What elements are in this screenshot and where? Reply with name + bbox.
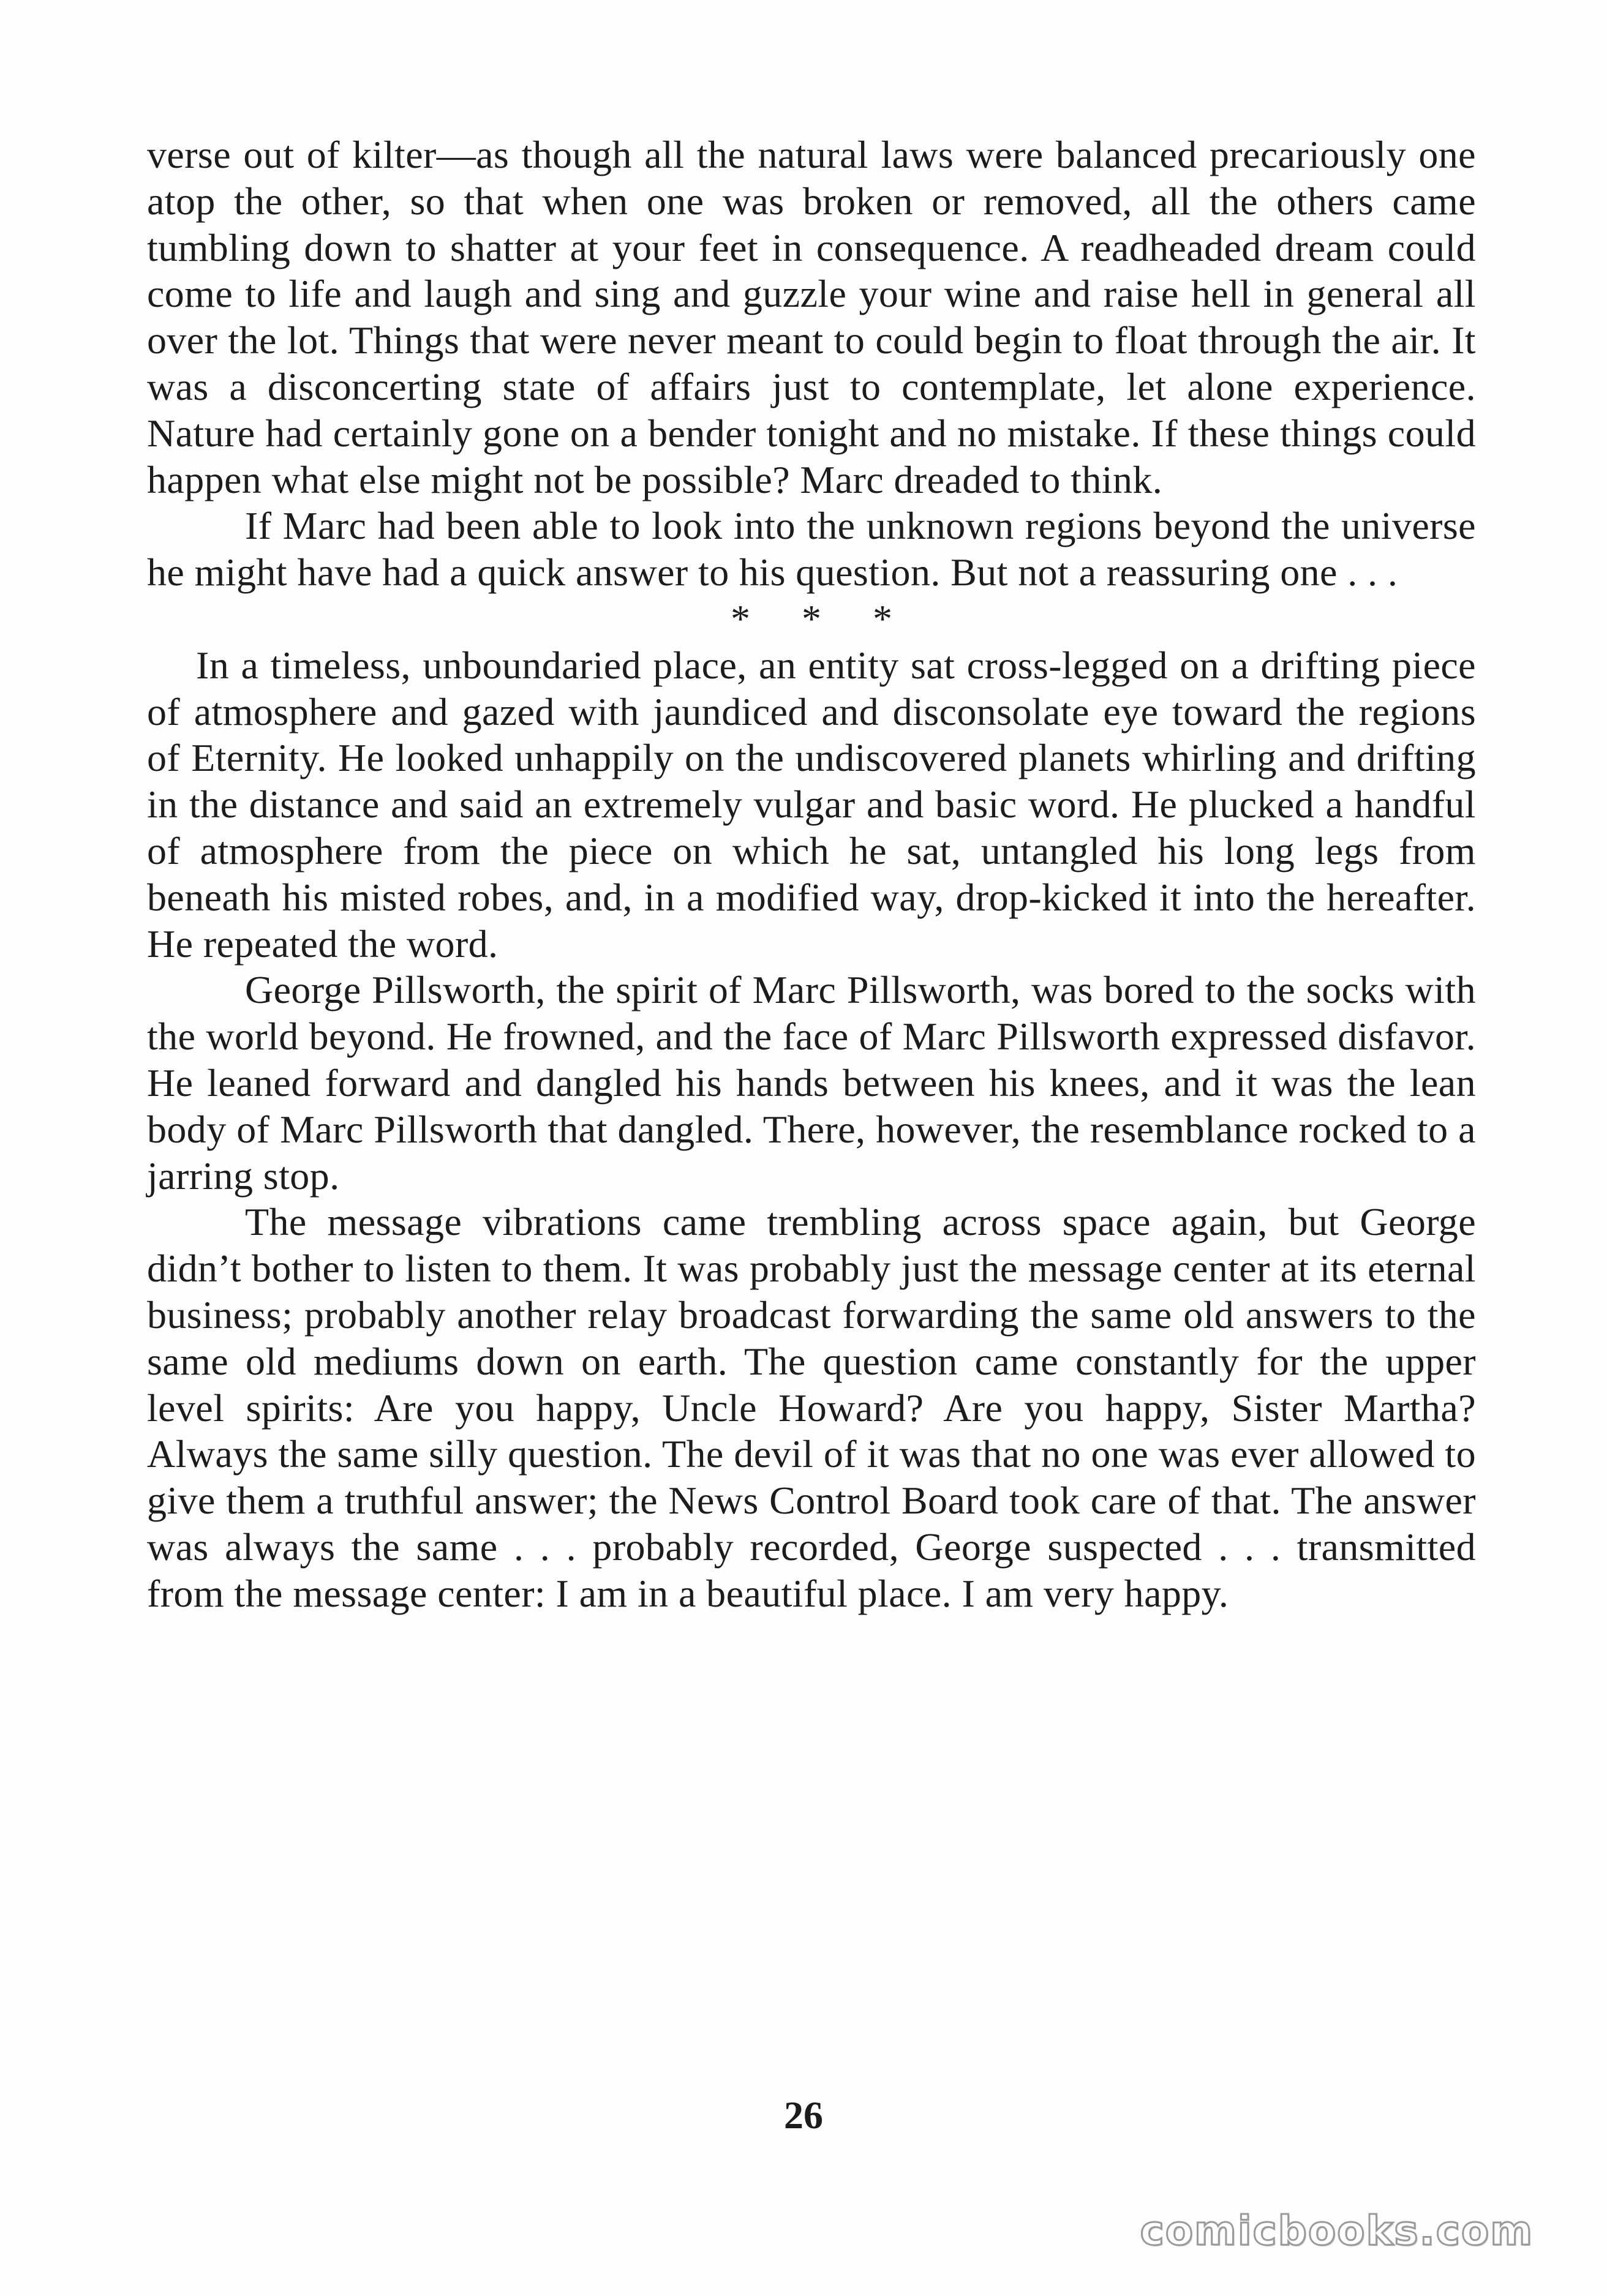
section-break [147, 596, 1476, 642]
body-text [147, 132, 1476, 1617]
section-break-star: * [731, 596, 750, 640]
paragraph-george-bored: George Pillsworth, the spirit of Marc Pillsworth, was bored to the socks with the world beyond. He frowned, and the face of Marc Pillsworth expressed disfavor. He leaned forward and dangled his hands between his knees, and it was the lean body of Marc Pillsworth that dangled. There, however, the resemblance rocked to a jarring stop. [147, 968, 1476, 1198]
paragraph-message-vibrations: The message vibrations came trembling across space again, but George didn’t bother to listen to them. It was probably just the message center at its eternal business; probably another relay broadcast forwarding the same old answers to the same old mediums down on earth. The question came constantly for the upper level spirits: Are you happy, Uncle Howard? Are you happy, Sister Martha? Always the same silly question. The devil of it was that no one was ever allowed to give them a truthful answer; the News Control Board took care of that. The answer was always the same . . . probably recorded, George suspected . . . transmitted from the message center: I am in a beautiful place. I am very happy. [147, 1200, 1476, 1615]
watermark-logo: comicbooks.com [1140, 2207, 1534, 2254]
paragraph-continuation: verse out of kilter—as though all the natural laws were balanced precariously one atop the other, so that when one was broken or removed, all the others came tumbling down to shatter at your feet in consequence. A readheaded dream could come to life and laugh and sing and guzzle your wine and raise hell in general all over the lot. Things that were never meant to could begin to float through the air. It was a disconcerting state of affairs just to contemplate, let alone experience. Nature had certainly gone on a bender tonight and no mistake. If these things could happen what else might not be possible? Marc dreaded to think. [147, 133, 1476, 501]
section-break-star: * [873, 596, 892, 640]
paragraph-marc-question: If Marc had been able to look into the unknown regions beyond the universe he might have had a quick answer to his question. But not a reassuring one . . . [147, 504, 1476, 595]
section-break-star: * [802, 596, 821, 640]
paragraph-timeless-place: In a timeless, unboundaried place, an entity sat cross-legged on a drifting piece of atmosphere and gazed with jaundiced and disconsolate eye toward the regions of Eternity. He looked unhappily on the undiscovered planets whirling and drifting in the distance and said an extremely vulgar and basic word. He plucked a handful of atmosphere from the piece on which he sat, untangled his long legs from beneath his misted robes, and, in a modified way, drop-kicked it into the hereafter. He repeated the word. [147, 643, 1476, 966]
page-number: 26 [784, 2093, 823, 2137]
